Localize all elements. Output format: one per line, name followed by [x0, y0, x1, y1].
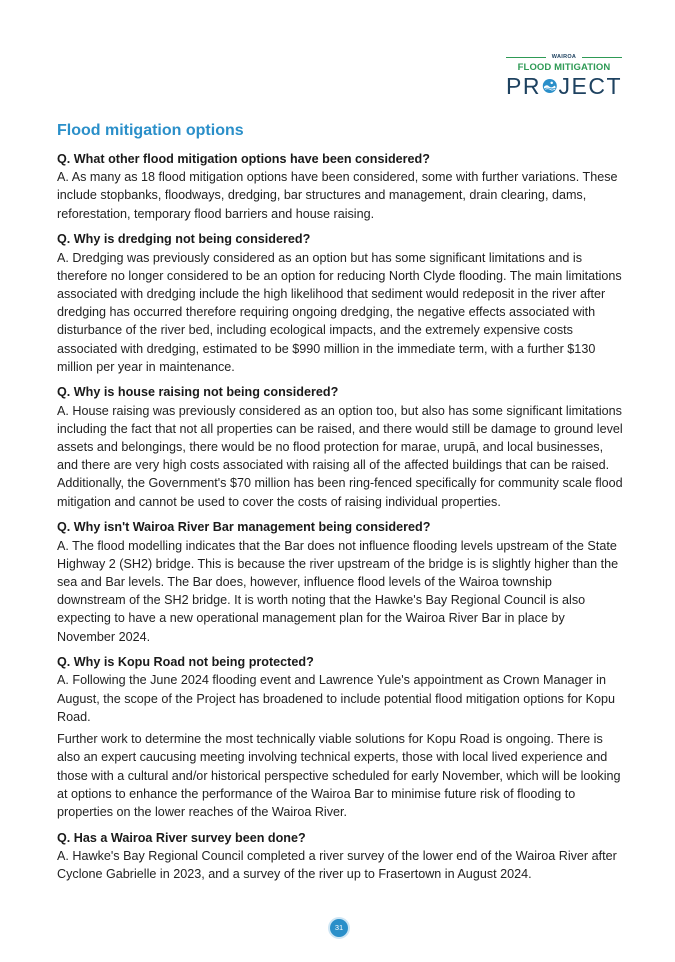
page-number-badge: 31	[330, 919, 348, 937]
logo-bottom-row	[506, 73, 622, 99]
answer: A. The flood modelling indicates that the Bar does not influence flooding levels upstream of the State Highway 2 (SH2) bridge. This is because the river upstream of the bridge is is slightly higher than the sea and Bar levels. The Bar does, however, influence flood levels of the Wairoa township downstream of the SH2 bridge. It is worth noting that the Hawke's Bay Regional Council is also expecting to have a new operational management plan for the Wairoa River Bar in place by November 2024.	[57, 538, 619, 644]
wave-globe-icon	[542, 76, 558, 96]
qa-item	[57, 829, 623, 884]
page-title: Flood mitigation options	[57, 122, 244, 139]
question: Q. Has a Wairoa River survey been done?	[57, 830, 306, 845]
answer: A. House raising was previously considered as an option too, but also has some significant limitations including the fact that not all properties can be raised, and there would still be damage to ground level assets and belongings, there would be no flood protection for marae, urupā, and local businesses, and there are very high costs associated with raising all of the affected buildings that can be raised. Additionally, the Government's $70 million has been ring-fenced specifically for community scale flood mitigation and cannot be used to cover the costs of raising individual properties.	[57, 403, 623, 509]
question: Q. What other flood mitigation options have been considered?	[57, 152, 430, 166]
logo-top-row	[506, 52, 622, 62]
logo-bottom-text-end: JECT	[558, 73, 622, 99]
project-logo	[506, 52, 622, 100]
question: Q. Why isn't Wairoa River Bar management being considered?	[57, 520, 431, 535]
question: Q. Why is house raising not being considered?	[57, 385, 339, 400]
main-content	[57, 120, 623, 891]
qa-item	[57, 150, 623, 223]
answer-continued: Further work to determine the most technically viable solutions for Kopu Road is ongoing. There is also an expert caucusing meeting involving technical experts, those with local lived experience and those with a cultural and/or historical perspective scheduled for early November, which will be looking at options to enhance the performance of the Wairoa Bar to minimise future risk of flooding to properties on the lower reaches of the Wairoa River.	[57, 732, 621, 819]
logo-middle-text: FLOOD MITIGATION	[517, 62, 611, 73]
logo-bottom-text-start: PR	[506, 73, 541, 99]
logo-top-text: WAIROA	[551, 54, 577, 60]
answer: A. Dredging was previously considered as an option but has some significant limitations and is therefore no longer considered to be an option for reducing North Clyde flooding. The main limitations associated with dredging include the high likelihood that sediment would redeposit in the river after dredging has occurred therefore requiring ongoing dredging, the negative effects associated with disturbance of the river bed, including ecological impacts, and the extremely expensive costs associated with dredging, estimated to be $990 million in the immediate term, with a further $130 million per year in maintenance.	[57, 250, 622, 374]
question: Q. Why is dredging not being considered?	[57, 232, 311, 247]
qa-item	[57, 518, 623, 645]
question: Q. Why is Kopu Road not being protected?	[57, 655, 314, 670]
logo-rule-right	[582, 57, 622, 58]
qa-item	[57, 230, 623, 376]
answer: A. As many as 18 flood mitigation options have been considered, some with further variations. These include stopbanks, floodways, dredging, bar structures and management, drain clearing, dams, reforestation, temporary flood barriers and house raising.	[57, 170, 618, 221]
qa-item	[57, 383, 623, 510]
answer: A. Hawke's Bay Regional Council completed a river survey of the lower end of the Wairoa River after Cyclone Gabrielle in 2023, and a survey of the river up to Frasertown in August 2024.	[57, 848, 617, 882]
qa-item	[57, 653, 623, 821]
answer: A. Following the June 2024 flooding event and Lawrence Yule's appointment as Crown Manager in August, the scope of the Project has broadened to include potential flood mitigation options for Kopu Road.	[57, 673, 615, 724]
